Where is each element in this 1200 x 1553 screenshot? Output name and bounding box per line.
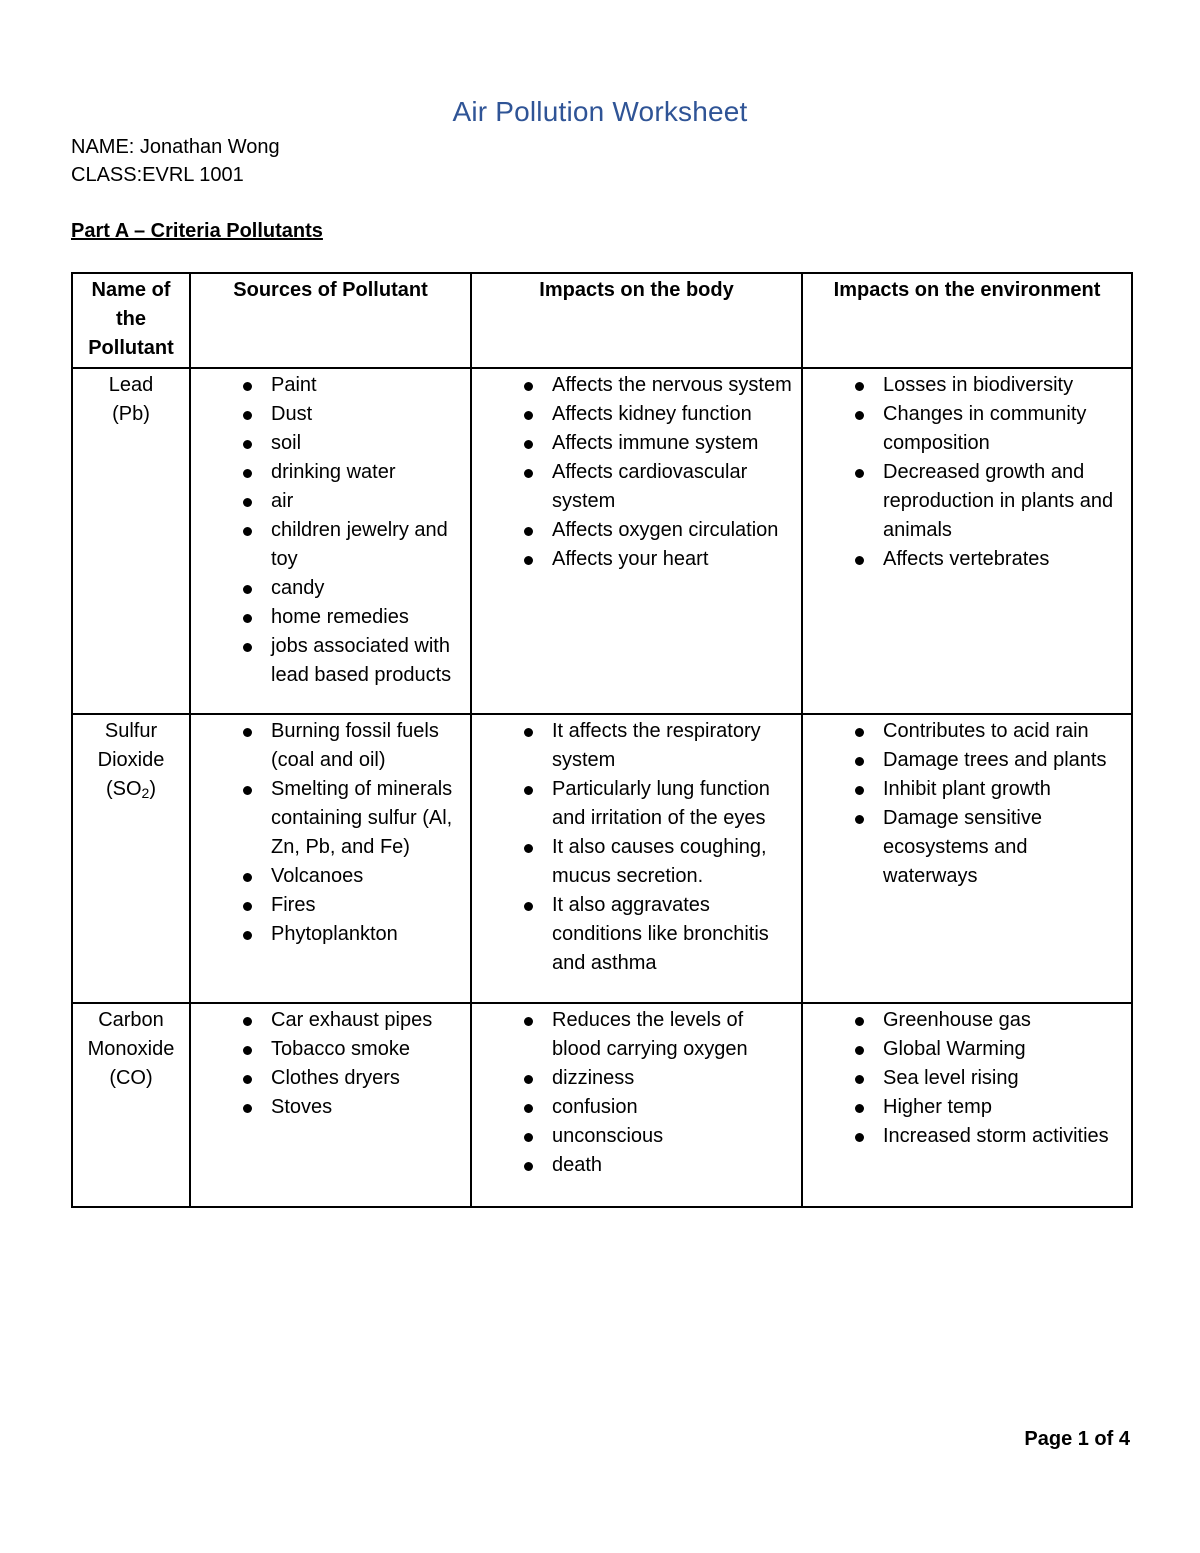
source-item: children jewelry and toy [197, 516, 464, 574]
source-item: Fires [197, 891, 464, 920]
body-impact-item: Particularly lung function and irritation of the eyes [478, 775, 795, 833]
body-impact-item: dizziness [478, 1064, 795, 1093]
pollutant-name: Sulfur [104, 720, 158, 742]
environment-impacts-cell [802, 368, 1132, 714]
source-item: Car exhaust pipes [197, 1006, 464, 1035]
body-impact-item: Affects immune system [478, 429, 795, 458]
environment-impacts-list [809, 1006, 1125, 1151]
body-impacts-list [478, 1006, 795, 1180]
source-item: jobs associated with lead based products [197, 632, 464, 690]
table-row-lead [72, 368, 1132, 714]
environment-impact-item: Affects vertebrates [809, 545, 1125, 574]
pollutant-formula: (Pb) [112, 403, 150, 425]
body-impact-item: It also causes coughing, mucus secretion. [478, 833, 795, 891]
document-title: Air Pollution Worksheet [452, 96, 748, 127]
pollutant-name-cell [72, 1003, 190, 1207]
body-impact-item: death [478, 1151, 795, 1180]
pollutant-name: Carbon [98, 1009, 164, 1031]
header-sources: Sources of Pollutant [190, 273, 471, 368]
environment-impact-item: Contributes to acid rain [809, 717, 1125, 746]
source-item: Clothes dryers [197, 1064, 464, 1093]
formula-prefix: (SO [105, 778, 142, 800]
body-impact-item: It affects the respiratory system [478, 717, 795, 775]
pollutant-name-cell [72, 714, 190, 1003]
environment-impact-item: Losses in biodiversity [809, 371, 1125, 400]
body-impact-item: Affects your heart [478, 545, 795, 574]
student-name: NAME: Jonathan Wong [71, 136, 280, 158]
environment-impact-item: Higher temp [809, 1093, 1125, 1122]
sources-cell [190, 368, 471, 714]
environment-impacts-list [809, 717, 1125, 891]
environment-impact-item: Global Warming [809, 1035, 1125, 1064]
body-impacts-list [478, 371, 795, 574]
table-header-row [72, 273, 1132, 368]
body-impact-item: Reduces the levels of blood carrying oxygen [478, 1006, 795, 1064]
table-row-carbon-monoxide [72, 1003, 1132, 1207]
formula-suffix: ) [149, 778, 157, 800]
sources-cell [190, 714, 471, 1003]
pollutant-formula: (CO) [109, 1067, 153, 1089]
header-environment-impacts: Impacts on the environment [802, 273, 1132, 368]
source-item: Dust [197, 400, 464, 429]
source-item: Burning fossil fuels (coal and oil) [197, 717, 464, 775]
body-impact-item: Affects kidney function [478, 400, 795, 429]
environment-impacts-list [809, 371, 1125, 574]
environment-impact-item: Inhibit plant growth [809, 775, 1125, 804]
environment-impacts-cell [802, 714, 1132, 1003]
environment-impact-item: Changes in community composition [809, 400, 1125, 458]
sources-list [197, 371, 464, 690]
environment-impact-item: Greenhouse gas [809, 1006, 1125, 1035]
pollutant-name-continued: Monoxide [87, 1038, 175, 1060]
body-impacts-cell [471, 714, 802, 1003]
sources-list [197, 717, 464, 949]
environment-impact-item: Sea level rising [809, 1064, 1125, 1093]
pollutant-name: Lead [108, 374, 154, 396]
source-item: Volcanoes [197, 862, 464, 891]
source-item: Smelting of minerals containing sulfur (Al, Zn, Pb, and Fe) [197, 775, 464, 862]
body-impact-item: confusion [478, 1093, 795, 1122]
source-item: drinking water [197, 458, 464, 487]
source-item: soil [197, 429, 464, 458]
source-item: Stoves [197, 1093, 464, 1122]
body-impact-item: Affects the nervous system [478, 371, 795, 400]
class-code: CLASS:EVRL 1001 [71, 164, 244, 186]
source-item: candy [197, 574, 464, 603]
source-item: Tobacco smoke [197, 1035, 464, 1064]
body-impact-item: It also aggravates conditions like bronchitis and asthma [478, 891, 795, 978]
sources-cell [190, 1003, 471, 1207]
formula-subscript: 2 [141, 785, 150, 801]
pollutant-formula [79, 775, 183, 804]
header-body-impacts: Impacts on the body [471, 273, 802, 368]
table-row-sulfur-dioxide [72, 714, 1132, 1003]
page-number: Page 1 of 4 [1024, 1428, 1130, 1450]
criteria-pollutants-table [71, 272, 1133, 1208]
pollutant-name-cell [72, 368, 190, 714]
body-impacts-cell [471, 1003, 802, 1207]
header-pollutant-name: Name of the Pollutant [72, 273, 190, 368]
environment-impact-item: Damage sensitive ecosystems and waterways [809, 804, 1125, 891]
body-impact-item: unconscious [478, 1122, 795, 1151]
environment-impacts-cell [802, 1003, 1132, 1207]
environment-impact-item: Damage trees and plants [809, 746, 1125, 775]
source-item: Paint [197, 371, 464, 400]
sources-list [197, 1006, 464, 1122]
environment-impact-item: Increased storm activities [809, 1122, 1125, 1151]
body-impacts-list [478, 717, 795, 978]
environment-impact-item: Decreased growth and reproduction in plants and animals [809, 458, 1125, 545]
part-a-heading: Part A – Criteria Pollutants [71, 220, 323, 242]
pollutant-name-continued: Dioxide [97, 749, 165, 771]
body-impact-item: Affects oxygen circulation [478, 516, 795, 545]
body-impact-item: Affects cardiovascular system [478, 458, 795, 516]
source-item: Phytoplankton [197, 920, 464, 949]
body-impacts-cell [471, 368, 802, 714]
source-item: air [197, 487, 464, 516]
source-item: home remedies [197, 603, 464, 632]
